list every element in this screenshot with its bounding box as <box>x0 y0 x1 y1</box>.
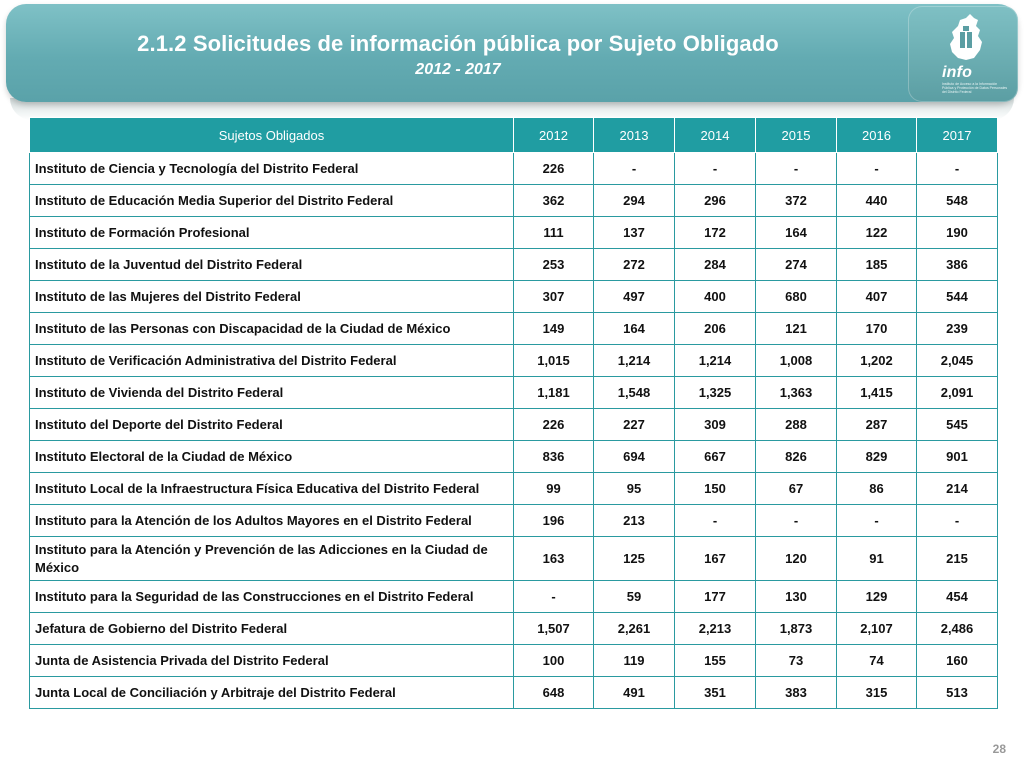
table-row <box>30 281 998 313</box>
value-cell-2017: 544 <box>917 281 998 313</box>
table-row <box>30 441 998 473</box>
value-cell-2012: - <box>514 581 594 613</box>
value-cell-2015: 130 <box>756 581 837 613</box>
value-cell-2016: 86 <box>837 473 917 505</box>
value-cell-2014: 351 <box>675 677 756 709</box>
value-cell-2014: - <box>675 153 756 185</box>
value-cell-2013: 272 <box>594 249 675 281</box>
value-cell-2016: 440 <box>837 185 917 217</box>
table-header-row <box>30 118 998 153</box>
table-row <box>30 537 998 581</box>
sujeto-name-cell: Instituto para la Atención y Prevención de las Adicciones en la Ciudad de México <box>30 537 514 581</box>
value-cell-2016: - <box>837 153 917 185</box>
value-cell-2012: 149 <box>514 313 594 345</box>
column-header-2013: 2013 <box>594 118 675 153</box>
value-cell-2013: 119 <box>594 645 675 677</box>
column-header-2014: 2014 <box>675 118 756 153</box>
value-cell-2014: 2,213 <box>675 613 756 645</box>
value-cell-2013: 1,214 <box>594 345 675 377</box>
value-cell-2012: 111 <box>514 217 594 249</box>
value-cell-2017: 901 <box>917 441 998 473</box>
value-cell-2014: 667 <box>675 441 756 473</box>
value-cell-2013: 137 <box>594 217 675 249</box>
infodf-logo <box>908 6 1018 102</box>
value-cell-2014: - <box>675 505 756 537</box>
value-cell-2016: 1,202 <box>837 345 917 377</box>
value-cell-2012: 226 <box>514 153 594 185</box>
value-cell-2017: 2,091 <box>917 377 998 409</box>
value-cell-2016: 74 <box>837 645 917 677</box>
value-cell-2013: 59 <box>594 581 675 613</box>
value-cell-2014: 296 <box>675 185 756 217</box>
value-cell-2015: 67 <box>756 473 837 505</box>
value-cell-2012: 1,015 <box>514 345 594 377</box>
value-cell-2012: 253 <box>514 249 594 281</box>
column-header-2016: 2016 <box>837 118 917 153</box>
logo-wordmark: info <box>942 64 973 81</box>
table-row <box>30 217 998 249</box>
value-cell-2015: 121 <box>756 313 837 345</box>
table-row <box>30 249 998 281</box>
sujeto-name-cell: Junta de Asistencia Privada del Distrito Federal <box>30 645 514 677</box>
table-row <box>30 345 998 377</box>
page-subtitle: 2012 - 2017 <box>415 61 501 78</box>
table-row <box>30 645 998 677</box>
sujeto-name-cell: Instituto Local de la Infraestructura Física Educativa del Distrito Federal <box>30 473 514 505</box>
value-cell-2015: 383 <box>756 677 837 709</box>
value-cell-2016: 315 <box>837 677 917 709</box>
value-cell-2012: 226 <box>514 409 594 441</box>
value-cell-2015: 1,363 <box>756 377 837 409</box>
value-cell-2015: 680 <box>756 281 837 313</box>
value-cell-2013: 491 <box>594 677 675 709</box>
table-row <box>30 153 998 185</box>
table-row <box>30 473 998 505</box>
value-cell-2016: 407 <box>837 281 917 313</box>
table-row <box>30 613 998 645</box>
value-cell-2017: 214 <box>917 473 998 505</box>
value-cell-2015: - <box>756 153 837 185</box>
logo-caption: Instituto de Acceso a la Información Pública y Protección de Datos Personales del Distrito Federal <box>942 82 1008 95</box>
table-row <box>30 677 998 709</box>
value-cell-2013: 1,548 <box>594 377 675 409</box>
table-row <box>30 185 998 217</box>
value-cell-2013: 294 <box>594 185 675 217</box>
table-row <box>30 313 998 345</box>
value-cell-2012: 1,181 <box>514 377 594 409</box>
sujeto-name-cell: Instituto de las Personas con Discapacidad de la Ciudad de México <box>30 313 514 345</box>
value-cell-2017: 160 <box>917 645 998 677</box>
value-cell-2012: 163 <box>514 537 594 581</box>
table-row <box>30 581 998 613</box>
value-cell-2013: 694 <box>594 441 675 473</box>
column-header-sujetos: Sujetos Obligados <box>30 118 514 153</box>
value-cell-2017: 190 <box>917 217 998 249</box>
page-number: 28 <box>992 742 1006 756</box>
value-cell-2013: 497 <box>594 281 675 313</box>
value-cell-2014: 155 <box>675 645 756 677</box>
sujeto-name-cell: Instituto del Deporte del Distrito Federal <box>30 409 514 441</box>
value-cell-2016: 129 <box>837 581 917 613</box>
value-cell-2015: 73 <box>756 645 837 677</box>
value-cell-2013: - <box>594 153 675 185</box>
value-cell-2014: 400 <box>675 281 756 313</box>
value-cell-2015: 274 <box>756 249 837 281</box>
value-cell-2017: 215 <box>917 537 998 581</box>
value-cell-2015: 1,873 <box>756 613 837 645</box>
value-cell-2017: 513 <box>917 677 998 709</box>
value-cell-2013: 2,261 <box>594 613 675 645</box>
value-cell-2014: 284 <box>675 249 756 281</box>
value-cell-2012: 307 <box>514 281 594 313</box>
sujeto-name-cell: Instituto de Formación Profesional <box>30 217 514 249</box>
value-cell-2012: 196 <box>514 505 594 537</box>
value-cell-2017: 548 <box>917 185 998 217</box>
value-cell-2016: 185 <box>837 249 917 281</box>
value-cell-2015: 372 <box>756 185 837 217</box>
sujeto-name-cell: Instituto de la Juventud del Distrito Federal <box>30 249 514 281</box>
sujeto-name-cell: Jefatura de Gobierno del Distrito Federal <box>30 613 514 645</box>
sujeto-name-cell: Instituto de las Mujeres del Distrito Federal <box>30 281 514 313</box>
sujeto-name-cell: Instituto para la Seguridad de las Construcciones en el Distrito Federal <box>30 581 514 613</box>
table-row <box>30 409 998 441</box>
value-cell-2012: 836 <box>514 441 594 473</box>
value-cell-2012: 648 <box>514 677 594 709</box>
value-cell-2017: 2,486 <box>917 613 998 645</box>
value-cell-2013: 125 <box>594 537 675 581</box>
sujeto-name-cell: Instituto Electoral de la Ciudad de México <box>30 441 514 473</box>
value-cell-2012: 99 <box>514 473 594 505</box>
value-cell-2017: 454 <box>917 581 998 613</box>
value-cell-2012: 362 <box>514 185 594 217</box>
value-cell-2014: 1,214 <box>675 345 756 377</box>
value-cell-2014: 167 <box>675 537 756 581</box>
value-cell-2016: 2,107 <box>837 613 917 645</box>
value-cell-2014: 172 <box>675 217 756 249</box>
value-cell-2017: 545 <box>917 409 998 441</box>
value-cell-2014: 177 <box>675 581 756 613</box>
value-cell-2015: - <box>756 505 837 537</box>
value-cell-2013: 95 <box>594 473 675 505</box>
value-cell-2014: 150 <box>675 473 756 505</box>
value-cell-2017: - <box>917 153 998 185</box>
column-header-2017: 2017 <box>917 118 998 153</box>
table-row <box>30 505 998 537</box>
value-cell-2016: 1,415 <box>837 377 917 409</box>
value-cell-2017: 386 <box>917 249 998 281</box>
page-title: 2.1.2 Solicitudes de información pública por Sujeto Obligado <box>137 31 779 56</box>
value-cell-2015: 1,008 <box>756 345 837 377</box>
value-cell-2013: 164 <box>594 313 675 345</box>
sujeto-name-cell: Junta Local de Conciliación y Arbitraje del Distrito Federal <box>30 677 514 709</box>
solicitudes-table <box>29 117 998 709</box>
value-cell-2016: 287 <box>837 409 917 441</box>
column-header-2012: 2012 <box>514 118 594 153</box>
value-cell-2013: 213 <box>594 505 675 537</box>
value-cell-2015: 164 <box>756 217 837 249</box>
value-cell-2017: 239 <box>917 313 998 345</box>
sujeto-name-cell: Instituto para la Atención de los Adultos Mayores en el Distrito Federal <box>30 505 514 537</box>
value-cell-2017: - <box>917 505 998 537</box>
value-cell-2016: - <box>837 505 917 537</box>
table-row <box>30 377 998 409</box>
value-cell-2016: 122 <box>837 217 917 249</box>
value-cell-2015: 288 <box>756 409 837 441</box>
value-cell-2014: 206 <box>675 313 756 345</box>
value-cell-2016: 170 <box>837 313 917 345</box>
value-cell-2015: 826 <box>756 441 837 473</box>
value-cell-2012: 100 <box>514 645 594 677</box>
value-cell-2014: 1,325 <box>675 377 756 409</box>
sujeto-name-cell: Instituto de Vivienda del Distrito Federal <box>30 377 514 409</box>
value-cell-2015: 120 <box>756 537 837 581</box>
value-cell-2017: 2,045 <box>917 345 998 377</box>
value-cell-2016: 91 <box>837 537 917 581</box>
value-cell-2014: 309 <box>675 409 756 441</box>
column-header-2015: 2015 <box>756 118 837 153</box>
value-cell-2013: 227 <box>594 409 675 441</box>
sujeto-name-cell: Instituto de Educación Media Superior del Distrito Federal <box>30 185 514 217</box>
sujeto-name-cell: Instituto de Ciencia y Tecnología del Distrito Federal <box>30 153 514 185</box>
sujeto-name-cell: Instituto de Verificación Administrativa del Distrito Federal <box>30 345 514 377</box>
value-cell-2016: 829 <box>837 441 917 473</box>
value-cell-2012: 1,507 <box>514 613 594 645</box>
